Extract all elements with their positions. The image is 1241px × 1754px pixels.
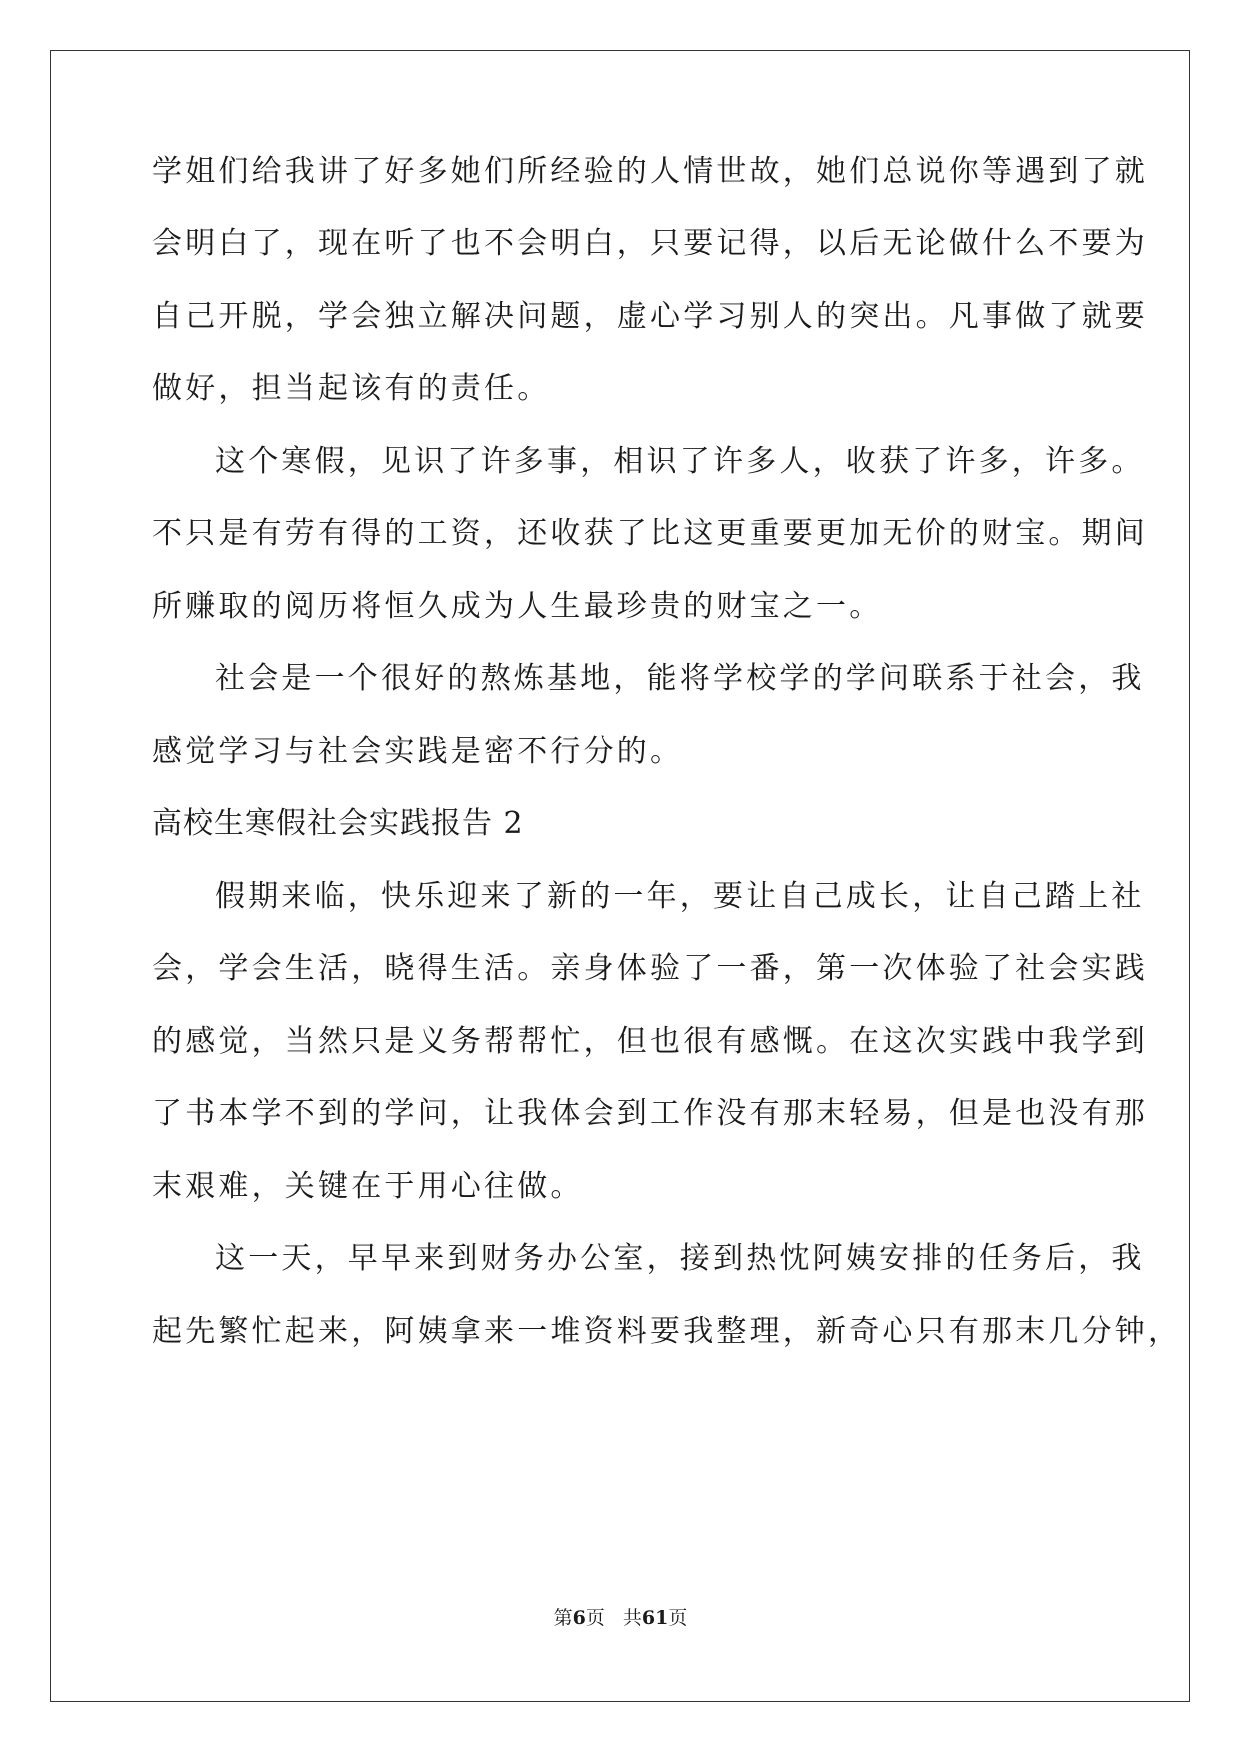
- text-line: 的感觉，当然只是义务帮帮忙，但也很有感慨。在这次实践中我学到: [152, 1024, 1148, 1059]
- text-line: 末艰难，关键在于用心往做。: [152, 1169, 584, 1204]
- current-page-number: 6: [572, 1607, 586, 1629]
- footer-prefix: 第: [553, 1607, 573, 1629]
- text-line: 感觉学习与社会实践是密不行分的。: [152, 734, 684, 769]
- paragraph-first-line: 这一天，早早来到财务办公室，接到热忱阿姨安排的任务后，我: [215, 1241, 1145, 1276]
- text-line: 学姐们给我讲了好多她们所经验的人情世故，她们总说你等遇到了就: [152, 154, 1148, 189]
- footer-total-prefix: 共: [622, 1607, 642, 1629]
- paragraph-first-line: 假期来临，快乐迎来了新的一年，要让自己成长，让自己踏上社: [215, 879, 1145, 914]
- page-footer: [0, 1606, 1241, 1630]
- text-line: 会，学会生活，晓得生活。亲身体验了一番，第一次体验了社会实践: [152, 951, 1148, 986]
- text-line: 不只是有劳有得的工资，还收获了比这更重要更加无价的财宝。期间: [152, 516, 1148, 551]
- text-line: 所赚取的阅历将恒久成为人生最珍贵的财宝之一。: [152, 589, 883, 624]
- text-line: 了书本学不到的学问，让我体会到工作没有那末轻易，但是也没有那: [152, 1096, 1148, 1131]
- section-heading: 高校生寒假社会实践报告 2: [152, 806, 524, 841]
- footer-page-suffix: 页: [585, 1607, 605, 1629]
- text-line: 做好，担当起该有的责任。: [152, 371, 551, 406]
- text-line: 会明白了，现在听了也不会明白，只要记得，以后无论做什么不要为: [152, 226, 1148, 261]
- footer-total-suffix: 页: [668, 1607, 688, 1629]
- text-line: 起先繁忙起来，阿姨拿来一堆资料要我整理，新奇心只有那末几分钟，: [152, 1314, 1182, 1349]
- total-page-number: 61: [641, 1607, 669, 1629]
- paragraph-first-line: 这个寒假，见识了许多事，相识了许多人，收获了许多，许多。: [215, 444, 1145, 479]
- paragraph-first-line: 社会是一个很好的熬炼基地，能将学校学的学问联系于社会，我: [215, 661, 1145, 696]
- text-line: 自己开脱，学会独立解决问题，虚心学习别人的突出。凡事做了就要: [152, 299, 1148, 334]
